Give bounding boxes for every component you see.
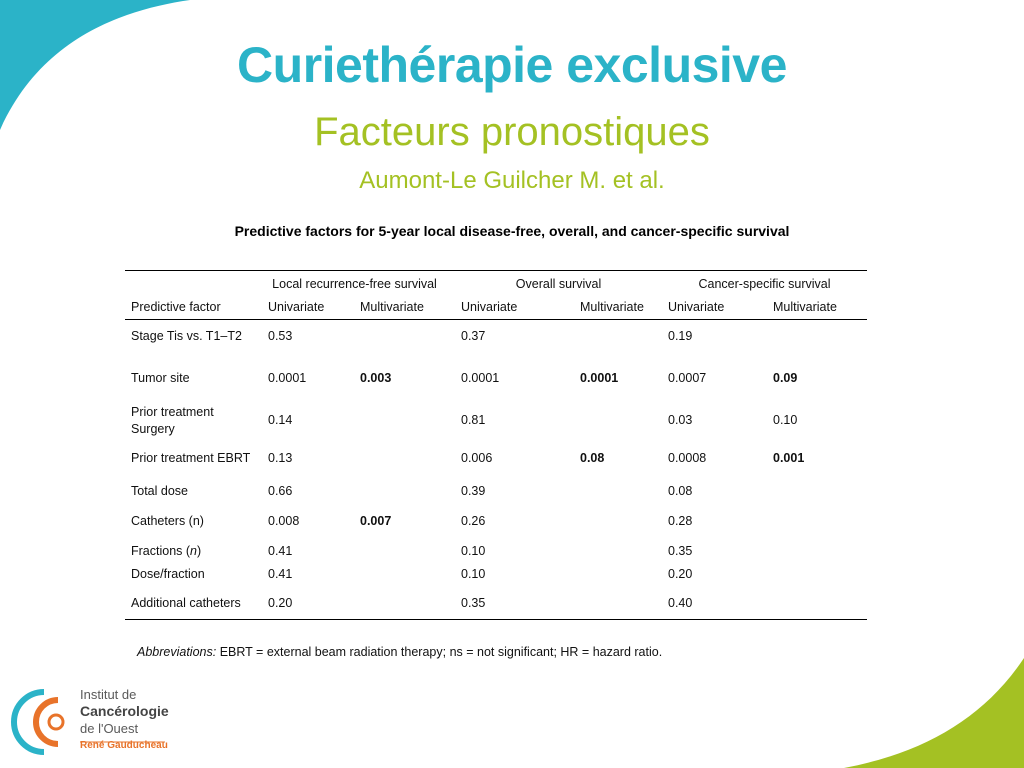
value-cell: 0.39 (461, 484, 486, 498)
value-cell: 0.0001 (268, 371, 307, 385)
logo-line-3: de l'Ouest (80, 721, 139, 736)
table-row (125, 540, 867, 564)
value-cell: 0.40 (668, 596, 693, 610)
value-cell: 0.03 (668, 413, 693, 427)
value-cell: 0.20 (268, 596, 293, 610)
predictive-factors-table (125, 270, 867, 620)
value-cell: 0.08 (668, 484, 693, 498)
value-cell-significant: 0.001 (773, 451, 805, 465)
value-cell: 0.10 (461, 567, 486, 581)
factor-text-italic: n (190, 544, 197, 558)
value-cell: 0.006 (461, 451, 493, 465)
logo-line-2: Cancérologie (80, 703, 169, 719)
factor-line-2: Surgery (131, 422, 175, 436)
slide-subtitle: Facteurs pronostiques (314, 110, 710, 154)
factor-cell: Tumor site (131, 371, 190, 385)
value-cell-significant: 0.0001 (580, 371, 619, 385)
value-cell: 0.0008 (668, 451, 707, 465)
factor-cell: Total dose (131, 484, 188, 498)
group-cancer-specific: Cancer-specific survival (698, 277, 831, 291)
slide-title: Curiethérapie exclusive (237, 37, 787, 93)
column-header: Univariate (668, 300, 725, 314)
value-cell-significant: 0.09 (773, 371, 798, 385)
table-group-header (125, 271, 867, 295)
value-cell: 0.26 (461, 514, 486, 528)
factor-cell: Stage Tis vs. T1–T2 (131, 329, 242, 343)
value-cell-significant: 0.08 (580, 451, 605, 465)
group-local-recurrence: Local recurrence-free survival (272, 277, 437, 291)
value-cell: 0.10 (461, 544, 486, 558)
column-header: Univariate (268, 300, 325, 314)
value-cell: 0.35 (461, 596, 486, 610)
table-row (125, 593, 867, 619)
column-header: Multivariate (360, 300, 424, 314)
table-row (125, 448, 867, 480)
factor-cell: Catheters (n) (131, 514, 204, 528)
factor-cell (131, 404, 214, 438)
corner-decoration-bottom-right (804, 658, 1024, 768)
footnote-text: EBRT = external beam radiation therapy; ns = not significant; HR = hazard ratio. (216, 645, 663, 659)
factor-text-post: ) (197, 544, 202, 558)
logo-text (80, 686, 169, 754)
group-overall-survival: Overall survival (515, 277, 602, 291)
factor-line-1: Prior treatment (131, 405, 214, 419)
value-cell: 0.0007 (668, 371, 707, 385)
value-cell: 0.53 (268, 329, 293, 343)
table-row (125, 480, 867, 510)
value-cell: 0.41 (268, 544, 293, 558)
value-cell: 0.28 (668, 514, 693, 528)
table-row (125, 362, 867, 404)
value-cell: 0.13 (268, 451, 293, 465)
value-cell: 0.008 (268, 514, 300, 528)
value-cell-significant: 0.003 (360, 371, 392, 385)
factor-cell: Dose/fraction (131, 567, 205, 581)
value-cell: 0.10 (773, 413, 798, 427)
footnote-label: Abbreviations: (137, 645, 217, 659)
column-header: Univariate (461, 300, 518, 314)
factor-cell: Prior treatment EBRT (131, 451, 251, 465)
table-row (125, 510, 867, 540)
table-row (125, 320, 867, 362)
table-column-header (125, 295, 867, 320)
value-cell: 0.41 (268, 567, 293, 581)
column-header: Multivariate (773, 300, 837, 314)
factor-cell (131, 544, 201, 558)
value-cell: 0.66 (268, 484, 293, 498)
logo-line-1: Institut de (80, 687, 137, 702)
table-caption: Predictive factors for 5-year local disease-free, overall, and cancer-specific survival (234, 223, 790, 239)
value-cell: 0.0001 (461, 371, 500, 385)
column-header: Multivariate (580, 300, 644, 314)
value-cell: 0.37 (461, 329, 486, 343)
table-row (125, 404, 867, 448)
column-header: Predictive factor (131, 300, 221, 314)
value-cell: 0.81 (461, 413, 486, 427)
value-cell: 0.20 (668, 567, 693, 581)
factor-text-pre: Fractions ( (131, 544, 191, 558)
value-cell: 0.14 (268, 413, 293, 427)
value-cell: 0.35 (668, 544, 693, 558)
value-cell: 0.19 (668, 329, 693, 343)
slide-author: Aumont-Le Guilcher M. et al. (359, 167, 665, 194)
factor-cell: Additional catheters (131, 596, 241, 610)
table-footnote (137, 645, 662, 659)
logo-line-4: René Gauducheau (80, 740, 168, 751)
table-row (125, 564, 867, 593)
value-cell-significant: 0.007 (360, 514, 392, 528)
